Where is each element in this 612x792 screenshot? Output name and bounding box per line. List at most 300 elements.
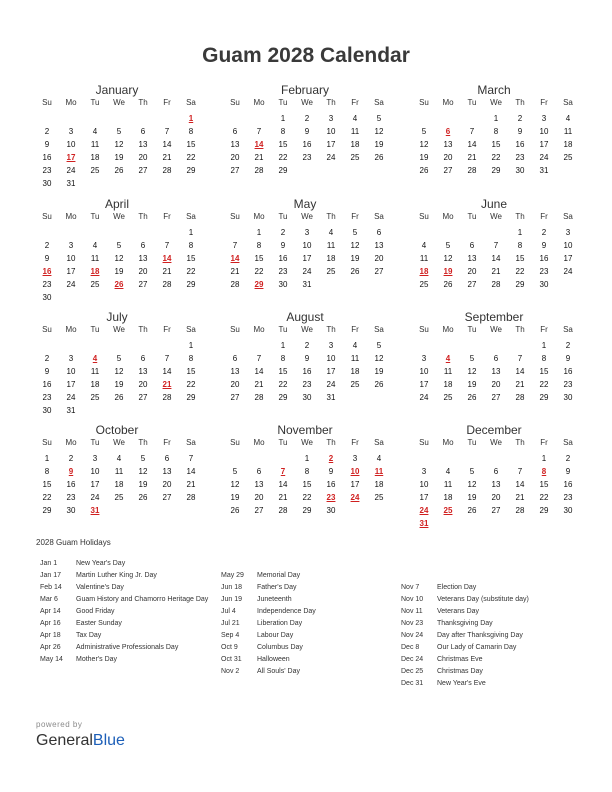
weekday-header: We xyxy=(113,212,125,221)
day: 1 xyxy=(541,454,547,463)
holiday-name: Father's Day xyxy=(257,584,297,591)
day: 13 xyxy=(443,140,453,149)
day: 3 xyxy=(541,114,547,123)
day: 30 xyxy=(326,506,336,515)
holiday-day: 14 xyxy=(230,254,240,263)
empty-cell xyxy=(223,339,247,352)
day: 18 xyxy=(350,367,360,376)
day: 22 xyxy=(278,153,288,162)
day: 9 xyxy=(280,241,286,250)
day: 3 xyxy=(68,127,74,136)
holiday-day: 31 xyxy=(419,519,429,528)
day: 2 xyxy=(44,354,50,363)
day: 1 xyxy=(256,228,262,237)
day: 12 xyxy=(374,354,384,363)
weekday-header: We xyxy=(490,325,502,334)
day: 7 xyxy=(164,354,170,363)
day: 4 xyxy=(116,454,122,463)
weekday-header: Fr xyxy=(351,98,359,107)
day: 21 xyxy=(230,267,240,276)
day: 19 xyxy=(467,493,477,502)
day: 15 xyxy=(491,140,501,149)
holiday-date: Jul 4 xyxy=(221,608,236,615)
day: 18 xyxy=(114,480,124,489)
holidays-column-2 xyxy=(221,570,407,678)
day: 11 xyxy=(563,127,573,136)
holiday-date: Dec 31 xyxy=(401,680,424,687)
weekday-header: Su xyxy=(419,212,429,221)
day: 6 xyxy=(256,467,262,476)
holiday-day: 2 xyxy=(328,454,334,463)
day: 5 xyxy=(376,341,382,350)
day: 21 xyxy=(254,153,264,162)
day: 10 xyxy=(66,140,76,149)
day: 28 xyxy=(515,393,525,402)
day: 5 xyxy=(116,241,122,250)
day: 17 xyxy=(302,254,312,263)
holiday-date: Apr 18 xyxy=(40,632,61,639)
day: 8 xyxy=(280,127,286,136)
day: 28 xyxy=(515,506,525,515)
day: 16 xyxy=(66,480,76,489)
holiday-date: May 14 xyxy=(40,656,63,663)
day: 15 xyxy=(186,367,196,376)
day: 3 xyxy=(328,114,334,123)
month-april xyxy=(35,197,199,304)
weekday-header: Mo xyxy=(253,98,265,107)
day: 13 xyxy=(374,241,384,250)
day: 11 xyxy=(419,254,429,263)
empty-cell xyxy=(131,112,155,125)
month-grid xyxy=(412,212,576,291)
holiday-row xyxy=(221,666,407,678)
day: 29 xyxy=(539,506,549,515)
day: 25 xyxy=(326,267,336,276)
day: 2 xyxy=(68,454,74,463)
day: 23 xyxy=(42,393,52,402)
holiday-day: 21 xyxy=(162,380,172,389)
day: 28 xyxy=(230,280,240,289)
day: 21 xyxy=(162,267,172,276)
day: 29 xyxy=(186,393,196,402)
day: 13 xyxy=(138,254,148,263)
day: 17 xyxy=(326,367,336,376)
holidays-column-1 xyxy=(40,558,226,666)
day: 25 xyxy=(374,493,384,502)
holidays-column-3 xyxy=(401,582,587,690)
holiday-row xyxy=(401,666,587,678)
day: 15 xyxy=(539,480,549,489)
weekday-header: Su xyxy=(230,438,240,447)
day: 30 xyxy=(563,393,573,402)
day: 29 xyxy=(491,166,501,175)
day: 13 xyxy=(162,467,172,476)
day: 13 xyxy=(491,480,501,489)
holiday-day: 23 xyxy=(326,493,336,502)
day: 21 xyxy=(467,153,477,162)
holiday-date: Apr 14 xyxy=(40,608,61,615)
day: 12 xyxy=(419,140,429,149)
day: 19 xyxy=(374,367,384,376)
day: 23 xyxy=(302,153,312,162)
day: 27 xyxy=(230,166,240,175)
weekday-header: Su xyxy=(230,212,240,221)
day: 1 xyxy=(304,454,310,463)
day: 20 xyxy=(230,153,240,162)
day: 24 xyxy=(326,380,336,389)
holiday-row xyxy=(221,582,407,594)
weekday-header: Su xyxy=(230,98,240,107)
day: 13 xyxy=(254,480,264,489)
day: 26 xyxy=(374,380,384,389)
weekday-header: Sa xyxy=(374,325,384,334)
day: 28 xyxy=(254,166,264,175)
day: 19 xyxy=(374,140,384,149)
day: 21 xyxy=(162,153,172,162)
holiday-row xyxy=(40,654,226,666)
weekday-header: We xyxy=(301,212,313,221)
day: 15 xyxy=(186,254,196,263)
month-march xyxy=(412,83,576,177)
day: 20 xyxy=(138,380,148,389)
weekday-header: Sa xyxy=(563,212,573,221)
day: 22 xyxy=(539,493,549,502)
weekday-header: We xyxy=(490,212,502,221)
day: 9 xyxy=(304,354,310,363)
empty-cell xyxy=(35,226,59,239)
day: 10 xyxy=(90,467,100,476)
holiday-date: May 29 xyxy=(221,572,244,579)
day: 20 xyxy=(443,153,453,162)
day: 21 xyxy=(186,480,196,489)
weekday-header: Mo xyxy=(65,98,77,107)
day: 25 xyxy=(90,393,100,402)
day: 7 xyxy=(188,454,194,463)
month-november xyxy=(223,423,387,517)
holiday-row xyxy=(401,642,587,654)
day: 30 xyxy=(302,393,312,402)
holiday-name: Christmas Eve xyxy=(437,656,483,663)
day: 4 xyxy=(421,241,427,250)
day: 11 xyxy=(90,140,100,149)
month-june xyxy=(412,197,576,291)
holiday-name: Administrative Professionals Day xyxy=(76,644,179,651)
month-name: January xyxy=(95,83,139,97)
holiday-date: Dec 25 xyxy=(401,668,424,675)
day: 3 xyxy=(92,454,98,463)
day: 6 xyxy=(493,354,499,363)
day: 26 xyxy=(467,506,477,515)
weekday-header: Sa xyxy=(563,98,573,107)
weekday-header: Th xyxy=(515,98,525,107)
empty-cell xyxy=(271,452,295,465)
day: 5 xyxy=(469,467,475,476)
day: 11 xyxy=(114,467,124,476)
day: 23 xyxy=(563,493,573,502)
day: 18 xyxy=(443,493,453,502)
holidays-title: 2028 Guam Holidays xyxy=(36,538,111,547)
holiday-day: 26 xyxy=(114,280,124,289)
day: 13 xyxy=(138,367,148,376)
day: 9 xyxy=(44,254,50,263)
weekday-header: Tu xyxy=(278,325,288,334)
weekday-header: Tu xyxy=(278,98,288,107)
empty-cell xyxy=(460,452,484,465)
weekday-header: Su xyxy=(419,98,429,107)
day: 3 xyxy=(352,454,358,463)
day: 2 xyxy=(565,454,571,463)
day: 3 xyxy=(565,228,571,237)
day: 10 xyxy=(326,127,336,136)
day: 23 xyxy=(42,166,52,175)
weekday-header: Th xyxy=(138,438,148,447)
day: 16 xyxy=(42,153,52,162)
empty-cell xyxy=(247,112,271,125)
holiday-name: Thanksgiving Day xyxy=(437,620,493,627)
day: 14 xyxy=(467,140,477,149)
month-grid xyxy=(35,212,199,304)
holiday-row xyxy=(221,594,407,606)
empty-cell xyxy=(460,112,484,125)
holiday-name: Day after Thanksgiving Day xyxy=(437,632,523,639)
day: 25 xyxy=(443,393,453,402)
day: 5 xyxy=(232,467,238,476)
day: 28 xyxy=(162,393,172,402)
day: 24 xyxy=(419,393,429,402)
day: 15 xyxy=(254,254,264,263)
holiday-name: Mother's Day xyxy=(76,656,118,663)
weekday-header: Sa xyxy=(186,325,196,334)
holiday-name: Christmas Day xyxy=(437,668,483,675)
day: 18 xyxy=(350,140,360,149)
holiday-name: Halloween xyxy=(257,656,290,663)
day: 7 xyxy=(517,354,523,363)
day: 11 xyxy=(350,127,360,136)
day: 9 xyxy=(517,127,523,136)
holiday-row xyxy=(40,630,226,642)
empty-cell xyxy=(223,452,247,465)
page-title: Guam 2028 Calendar xyxy=(202,44,410,67)
empty-cell xyxy=(412,339,436,352)
holiday-name: New Year's Day xyxy=(76,560,126,567)
day: 2 xyxy=(304,341,310,350)
day: 13 xyxy=(467,254,477,263)
day: 5 xyxy=(445,241,451,250)
day: 23 xyxy=(66,493,76,502)
day: 16 xyxy=(302,367,312,376)
day: 27 xyxy=(138,393,148,402)
day: 8 xyxy=(493,127,499,136)
day: 9 xyxy=(328,467,334,476)
day: 22 xyxy=(491,153,501,162)
day: 6 xyxy=(232,127,238,136)
day: 31 xyxy=(66,179,76,188)
day: 9 xyxy=(565,467,571,476)
day: 12 xyxy=(467,480,477,489)
weekday-header: Fr xyxy=(540,325,548,334)
day: 28 xyxy=(186,493,196,502)
holiday-name: Guam History and Chamorro Heritage Day xyxy=(76,596,209,603)
day: 1 xyxy=(188,341,194,350)
day: 6 xyxy=(232,354,238,363)
day: 5 xyxy=(116,127,122,136)
day: 30 xyxy=(66,506,76,515)
generalblue-logo[interactable] xyxy=(36,732,125,750)
holiday-name: Labour Day xyxy=(257,632,294,639)
day: 8 xyxy=(304,467,310,476)
day: 9 xyxy=(44,140,50,149)
day: 26 xyxy=(138,493,148,502)
holiday-row xyxy=(401,582,587,594)
day: 8 xyxy=(280,354,286,363)
day: 10 xyxy=(66,367,76,376)
day: 16 xyxy=(278,254,288,263)
day: 17 xyxy=(326,140,336,149)
day: 20 xyxy=(162,480,172,489)
empty-cell xyxy=(131,339,155,352)
day: 10 xyxy=(419,480,429,489)
day: 17 xyxy=(539,140,549,149)
day: 6 xyxy=(164,454,170,463)
weekday-header: We xyxy=(301,438,313,447)
holiday-row xyxy=(401,678,587,690)
weekday-header: Sa xyxy=(563,325,573,334)
day: 18 xyxy=(90,380,100,389)
empty-cell xyxy=(412,226,436,239)
day: 24 xyxy=(302,267,312,276)
day: 19 xyxy=(467,380,477,389)
holiday-date: Jun 18 xyxy=(221,584,243,591)
empty-cell xyxy=(460,339,484,352)
holiday-row xyxy=(221,606,407,618)
day: 30 xyxy=(42,179,52,188)
month-february xyxy=(223,83,387,177)
day: 19 xyxy=(350,254,360,263)
holiday-date: Nov 10 xyxy=(401,596,424,603)
month-january xyxy=(35,83,199,190)
holiday-date: Sep 4 xyxy=(221,632,240,639)
holiday-day: 1 xyxy=(188,114,194,123)
day: 28 xyxy=(162,166,172,175)
day: 27 xyxy=(491,393,501,402)
weekday-header: Th xyxy=(326,325,336,334)
empty-cell xyxy=(155,112,179,125)
holiday-date: Mar 6 xyxy=(40,596,58,603)
day: 18 xyxy=(326,254,336,263)
day: 7 xyxy=(232,241,238,250)
weekday-header: Th xyxy=(326,98,336,107)
weekday-header: Mo xyxy=(442,325,454,334)
holiday-day: 29 xyxy=(254,280,264,289)
holiday-date: Nov 24 xyxy=(401,632,424,639)
day: 31 xyxy=(539,166,549,175)
day: 12 xyxy=(114,140,124,149)
holiday-date: Nov 2 xyxy=(221,668,240,675)
holiday-name: Veterans Day (substitute day) xyxy=(437,596,529,603)
day: 24 xyxy=(66,166,76,175)
day: 29 xyxy=(278,166,288,175)
day: 19 xyxy=(114,153,124,162)
day: 22 xyxy=(186,380,196,389)
day: 7 xyxy=(164,241,170,250)
month-name: November xyxy=(277,423,333,437)
day: 22 xyxy=(254,267,264,276)
month-grid xyxy=(35,325,199,417)
empty-cell xyxy=(107,339,131,352)
empty-cell xyxy=(460,226,484,239)
holiday-row xyxy=(40,642,226,654)
empty-cell xyxy=(484,226,508,239)
day: 19 xyxy=(114,267,124,276)
weekday-header: Fr xyxy=(540,212,548,221)
holiday-row xyxy=(40,570,226,582)
day: 21 xyxy=(515,493,525,502)
day: 15 xyxy=(278,140,288,149)
day: 16 xyxy=(563,480,573,489)
day: 12 xyxy=(138,467,148,476)
day: 17 xyxy=(350,480,360,489)
day: 2 xyxy=(44,241,50,250)
holiday-day: 24 xyxy=(419,506,429,515)
month-august xyxy=(223,310,387,404)
weekday-header: Th xyxy=(138,212,148,221)
day: 26 xyxy=(114,166,124,175)
holiday-name: Veterans Day xyxy=(437,608,480,615)
weekday-header: Th xyxy=(515,438,525,447)
day: 24 xyxy=(563,267,573,276)
holiday-name: Memorial Day xyxy=(257,572,301,579)
day: 31 xyxy=(302,280,312,289)
weekday-header: Sa xyxy=(374,212,384,221)
holiday-row xyxy=(401,606,587,618)
empty-cell xyxy=(223,112,247,125)
weekday-header: Su xyxy=(42,325,52,334)
month-grid xyxy=(223,325,387,404)
day: 5 xyxy=(376,114,382,123)
day: 20 xyxy=(491,380,501,389)
month-grid xyxy=(412,438,576,530)
day: 6 xyxy=(376,228,382,237)
day: 23 xyxy=(302,380,312,389)
day: 3 xyxy=(68,354,74,363)
day: 20 xyxy=(230,380,240,389)
day: 4 xyxy=(565,114,571,123)
day: 23 xyxy=(278,267,288,276)
day: 2 xyxy=(565,341,571,350)
day: 27 xyxy=(230,393,240,402)
month-grid xyxy=(223,98,387,177)
weekday-header: Tu xyxy=(90,325,100,334)
holiday-day: 18 xyxy=(90,267,100,276)
day: 11 xyxy=(443,480,453,489)
day: 25 xyxy=(90,166,100,175)
holiday-date: Dec 8 xyxy=(401,644,420,651)
weekday-header: Tu xyxy=(467,325,477,334)
day: 12 xyxy=(467,367,477,376)
weekday-header: Sa xyxy=(186,98,196,107)
day: 31 xyxy=(66,406,76,415)
weekday-header: Fr xyxy=(351,212,359,221)
day: 2 xyxy=(541,228,547,237)
day: 11 xyxy=(326,241,336,250)
holiday-day: 14 xyxy=(162,254,172,263)
day: 7 xyxy=(164,127,170,136)
weekday-header: Th xyxy=(515,325,525,334)
weekday-header: Th xyxy=(515,212,525,221)
month-name: December xyxy=(466,423,522,437)
empty-cell xyxy=(155,339,179,352)
day: 23 xyxy=(515,153,525,162)
